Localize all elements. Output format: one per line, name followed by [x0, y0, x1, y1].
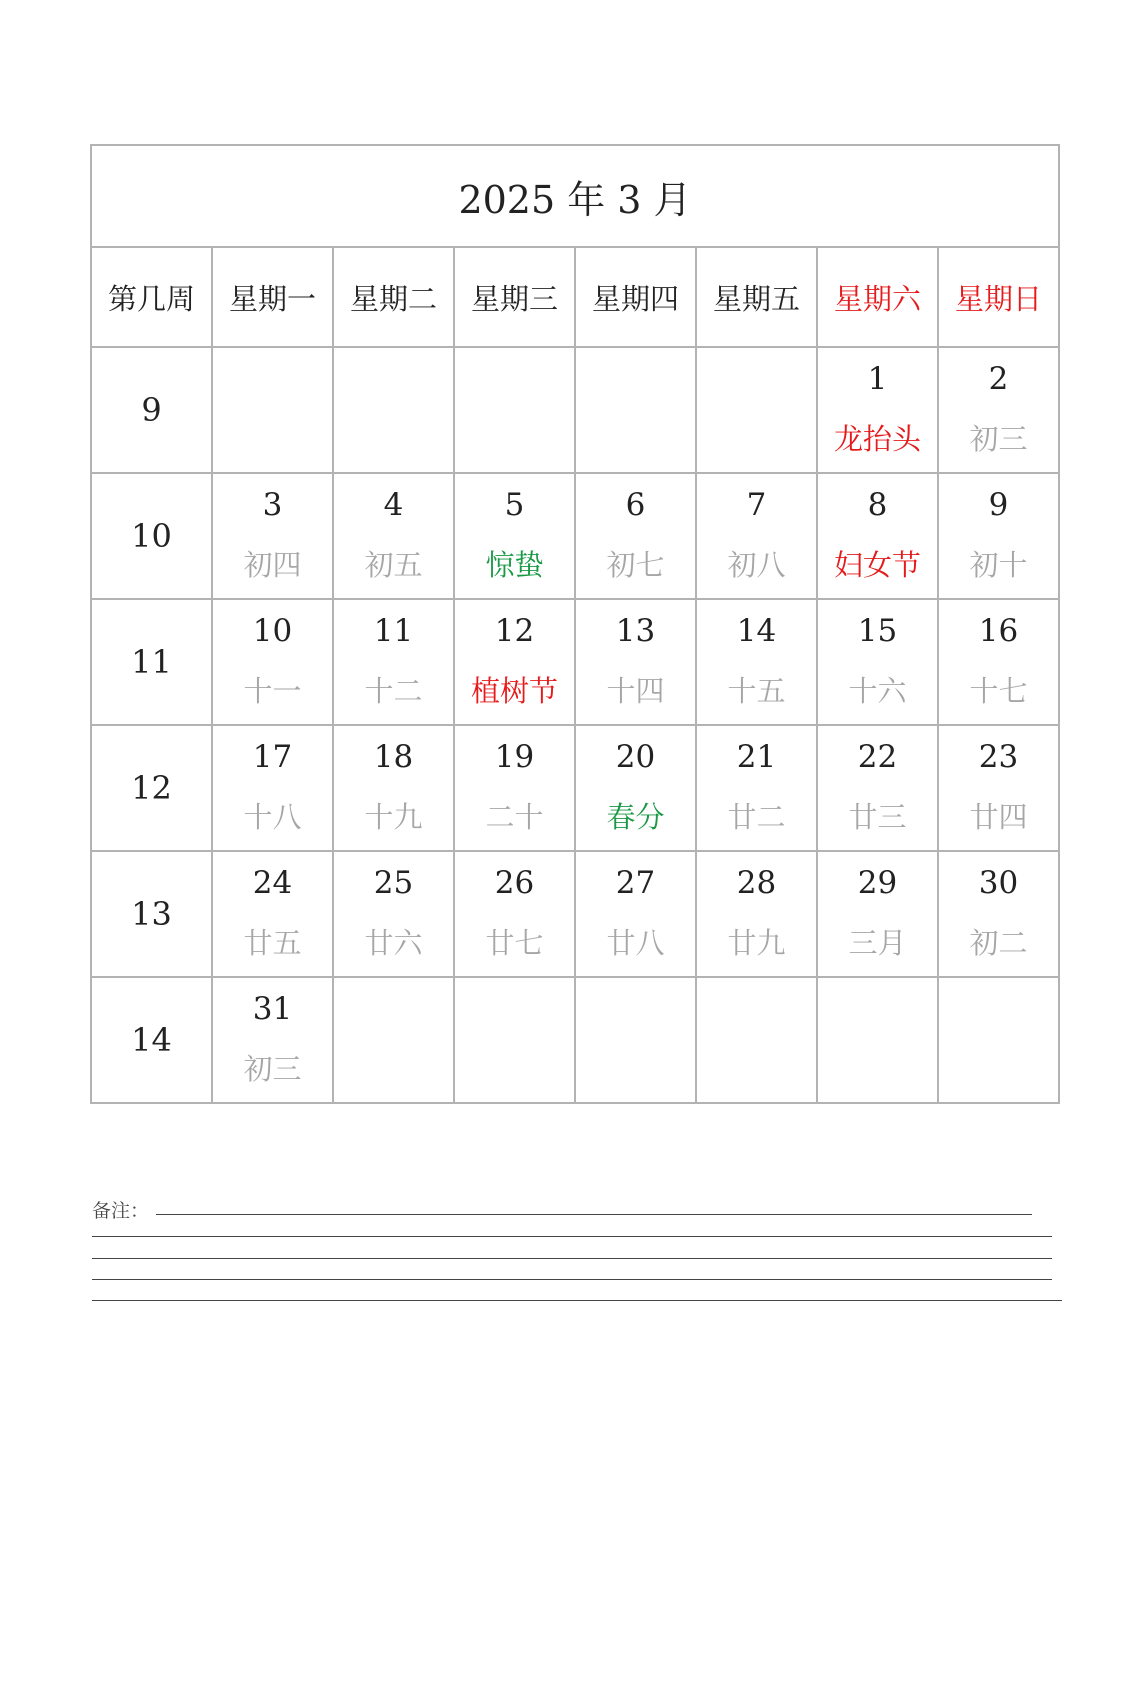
- week-number: 9: [91, 347, 212, 473]
- day-number: 12: [494, 613, 535, 649]
- day-number: 25: [373, 865, 414, 901]
- note-line[interactable]: [92, 1258, 1052, 1259]
- day-number: 13: [615, 613, 656, 649]
- day-cell[interactable]: [454, 599, 575, 725]
- lunar-date: 初七: [606, 548, 665, 582]
- empty-day-cell: [817, 977, 938, 1103]
- day-cell[interactable]: [575, 599, 696, 725]
- day-cell[interactable]: [696, 851, 817, 977]
- weekday-header: 星期二: [333, 247, 454, 347]
- day-number: 5: [504, 487, 525, 523]
- day-number: 21: [736, 739, 777, 775]
- weeks-body: [91, 347, 1059, 1103]
- day-number: 23: [978, 739, 1019, 775]
- lunar-date: 初五: [364, 548, 423, 582]
- week-row: [91, 599, 1059, 725]
- day-cell[interactable]: [333, 725, 454, 851]
- day-number: 11: [373, 613, 414, 649]
- day-number: 9: [988, 487, 1009, 523]
- day-number: 2: [988, 361, 1009, 397]
- day-number: 31: [252, 991, 293, 1027]
- week-number: 10: [91, 473, 212, 599]
- week-number: 14: [91, 977, 212, 1103]
- weekday-header: 星期六: [817, 247, 938, 347]
- empty-day-cell: [454, 977, 575, 1103]
- day-cell[interactable]: [817, 725, 938, 851]
- note-line[interactable]: [156, 1214, 1032, 1215]
- weekday-header: 星期日: [938, 247, 1059, 347]
- day-number: 4: [383, 487, 404, 523]
- lunar-date: 初四: [243, 548, 302, 582]
- lunar-date: 廿二: [727, 800, 786, 834]
- day-number: 14: [736, 613, 777, 649]
- day-cell[interactable]: [696, 725, 817, 851]
- note-line[interactable]: [92, 1300, 1062, 1301]
- lunar-date: 十四: [606, 674, 665, 708]
- day-number: 29: [857, 865, 898, 901]
- day-number: 20: [615, 739, 656, 775]
- week-number-header: 第几周: [91, 247, 212, 347]
- lunar-date: 初八: [727, 548, 786, 582]
- weekday-header: 星期三: [454, 247, 575, 347]
- day-number: 19: [494, 739, 535, 775]
- lunar-date: 十六: [848, 674, 907, 708]
- day-cell[interactable]: [575, 725, 696, 851]
- lunar-date: 十一: [243, 674, 302, 708]
- day-cell[interactable]: [938, 851, 1059, 977]
- lunar-date: 廿六: [364, 926, 423, 960]
- lunar-date: 十七: [969, 674, 1028, 708]
- day-cell[interactable]: [454, 851, 575, 977]
- calendar-table: [90, 144, 1060, 1104]
- lunar-date: 二十: [485, 800, 544, 834]
- day-number: 3: [262, 487, 283, 523]
- day-number: 15: [857, 613, 898, 649]
- empty-day-cell: [696, 347, 817, 473]
- empty-day-cell: [696, 977, 817, 1103]
- day-number: 7: [746, 487, 767, 523]
- festival-label: 惊蛰: [485, 548, 544, 582]
- day-cell[interactable]: [333, 473, 454, 599]
- lunar-date: 十八: [243, 800, 302, 834]
- lunar-date: 廿七: [485, 926, 544, 960]
- day-cell[interactable]: [938, 473, 1059, 599]
- day-cell[interactable]: [212, 851, 333, 977]
- empty-day-cell: [333, 347, 454, 473]
- lunar-date: 廿九: [727, 926, 786, 960]
- day-cell[interactable]: [938, 599, 1059, 725]
- lunar-date: 廿四: [969, 800, 1028, 834]
- day-cell[interactable]: [212, 725, 333, 851]
- lunar-date: 廿三: [848, 800, 907, 834]
- lunar-date: 初十: [969, 548, 1028, 582]
- day-number: 27: [615, 865, 656, 901]
- week-row: [91, 851, 1059, 977]
- day-number: 16: [978, 613, 1019, 649]
- lunar-date: 初三: [969, 422, 1028, 456]
- week-number: 11: [91, 599, 212, 725]
- week-row: [91, 347, 1059, 473]
- day-number: 24: [252, 865, 293, 901]
- empty-day-cell: [938, 977, 1059, 1103]
- day-cell[interactable]: [696, 473, 817, 599]
- lunar-date: 十九: [364, 800, 423, 834]
- day-number: 22: [857, 739, 898, 775]
- notes-label: 备注：: [92, 1200, 150, 1222]
- empty-day-cell: [575, 347, 696, 473]
- lunar-date: 初三: [243, 1052, 302, 1086]
- day-cell[interactable]: [938, 725, 1059, 851]
- festival-label: 妇女节: [833, 548, 921, 582]
- day-cell[interactable]: [575, 473, 696, 599]
- day-cell[interactable]: [696, 599, 817, 725]
- note-line[interactable]: [92, 1279, 1052, 1280]
- festival-label: 龙抬头: [833, 422, 921, 456]
- week-row: [91, 473, 1059, 599]
- empty-day-cell: [212, 347, 333, 473]
- empty-day-cell: [575, 977, 696, 1103]
- day-cell[interactable]: [212, 473, 333, 599]
- weekday-header-row: [91, 247, 1059, 347]
- lunar-date: 三月: [848, 926, 907, 960]
- day-number: 26: [494, 865, 535, 901]
- day-number: 28: [736, 865, 777, 901]
- week-number: 13: [91, 851, 212, 977]
- lunar-date: 廿五: [243, 926, 302, 960]
- weekday-header: 星期四: [575, 247, 696, 347]
- day-cell[interactable]: [454, 725, 575, 851]
- day-cell[interactable]: [333, 599, 454, 725]
- day-number: 6: [625, 487, 646, 523]
- day-cell[interactable]: [575, 851, 696, 977]
- weekday-header: 星期一: [212, 247, 333, 347]
- week-row: [91, 977, 1059, 1103]
- lunar-date: 廿八: [606, 926, 665, 960]
- festival-label: 植树节: [470, 674, 558, 708]
- day-number: 18: [373, 739, 414, 775]
- day-cell[interactable]: [817, 473, 938, 599]
- day-cell[interactable]: [817, 599, 938, 725]
- day-number: 8: [867, 487, 888, 523]
- festival-label: 春分: [606, 800, 665, 834]
- day-number: 17: [252, 739, 293, 775]
- day-cell[interactable]: [212, 599, 333, 725]
- day-number: 1: [867, 361, 888, 397]
- note-line[interactable]: [92, 1236, 1052, 1237]
- empty-day-cell: [454, 347, 575, 473]
- day-cell[interactable]: [817, 347, 938, 473]
- week-row: [91, 725, 1059, 851]
- week-number: 12: [91, 725, 212, 851]
- day-cell[interactable]: [454, 473, 575, 599]
- lunar-date: 初二: [969, 926, 1028, 960]
- day-cell[interactable]: [212, 977, 333, 1103]
- weekday-header: 星期五: [696, 247, 817, 347]
- day-cell[interactable]: [333, 851, 454, 977]
- day-number: 30: [978, 865, 1019, 901]
- lunar-date: 十二: [364, 674, 423, 708]
- calendar-title: 2025 年 3 月: [91, 145, 1059, 247]
- lunar-date: 十五: [727, 674, 786, 708]
- day-cell[interactable]: [938, 347, 1059, 473]
- day-number: 10: [252, 613, 293, 649]
- empty-day-cell: [333, 977, 454, 1103]
- day-cell[interactable]: [817, 851, 938, 977]
